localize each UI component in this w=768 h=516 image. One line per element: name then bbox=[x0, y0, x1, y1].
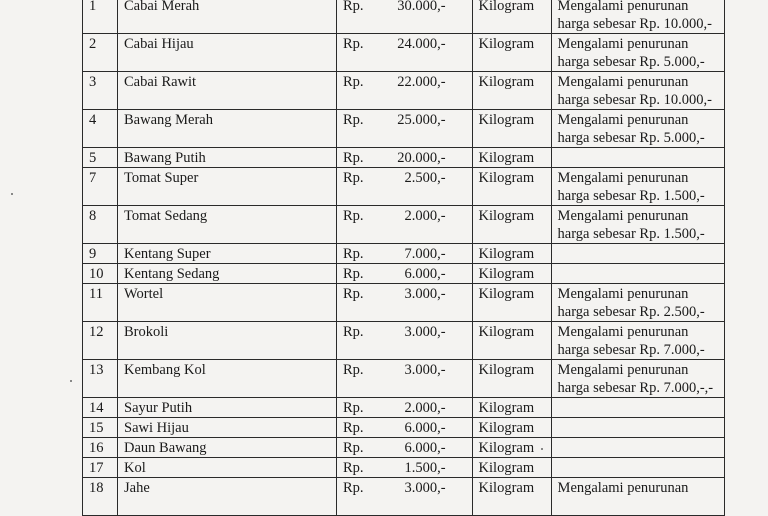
currency-label: Rp. bbox=[343, 480, 364, 496]
note-cell bbox=[551, 72, 724, 110]
item-name: Kentang Sedang bbox=[118, 264, 337, 284]
price-amount: 2.500,- bbox=[404, 170, 446, 186]
currency-label: Rp. bbox=[343, 112, 364, 128]
row-number: 10 bbox=[83, 264, 118, 284]
scan-speck bbox=[70, 380, 72, 382]
row-number: 18 bbox=[83, 478, 118, 516]
price-cell bbox=[337, 110, 452, 148]
price-cell bbox=[337, 478, 452, 516]
item-name: Kembang Kol bbox=[118, 360, 337, 398]
note-cell bbox=[551, 458, 724, 478]
row-number: 8 bbox=[83, 206, 118, 244]
price-amount: 3.000,- bbox=[404, 480, 446, 496]
row-number: 16 bbox=[83, 438, 118, 458]
item-name: Bawang Merah bbox=[118, 110, 337, 148]
price-cell bbox=[337, 244, 452, 264]
price-amount: 6.000,- bbox=[404, 266, 446, 282]
table-row bbox=[83, 438, 725, 458]
note-line-2: harga sebesar Rp. 5.000,- bbox=[557, 130, 705, 146]
note-line-1: Mengalami penurunan bbox=[557, 0, 689, 14]
currency-label: Rp. bbox=[343, 150, 364, 166]
price-cell bbox=[337, 284, 452, 322]
price-cell bbox=[337, 168, 452, 206]
price-cell bbox=[337, 398, 452, 418]
note-line-1: Mengalami penurunan bbox=[557, 362, 689, 378]
table-row bbox=[83, 458, 725, 478]
price-amount: 6.000,- bbox=[404, 420, 446, 436]
price-cell bbox=[337, 206, 452, 244]
commodity-price-table bbox=[82, 0, 725, 516]
currency-label: Rp. bbox=[343, 74, 364, 90]
row-number: 3 bbox=[83, 72, 118, 110]
note-line-2: harga sebesar Rp. 2.500,- bbox=[557, 304, 705, 320]
unit-cell: Kilogram bbox=[472, 458, 551, 478]
price-amount: 2.000,- bbox=[404, 400, 446, 416]
item-name: Wortel bbox=[118, 284, 337, 322]
unit-cell: Kilogram bbox=[472, 284, 551, 322]
note-line-1: Mengalami penurunan bbox=[557, 324, 689, 340]
table-row bbox=[83, 478, 725, 516]
item-name: Cabai Rawit bbox=[118, 72, 337, 110]
table-row bbox=[83, 168, 725, 206]
table-row bbox=[83, 360, 725, 398]
price-amount: 7.000,- bbox=[404, 246, 446, 262]
table-row bbox=[83, 398, 725, 418]
item-name: Tomat Super bbox=[118, 168, 337, 206]
unit-cell: Kilogram bbox=[472, 264, 551, 284]
note-cell bbox=[551, 418, 724, 438]
currency-label: Rp. bbox=[343, 36, 364, 52]
item-name: Bawang Putih bbox=[118, 148, 337, 168]
table-row bbox=[83, 284, 725, 322]
unit-cell: Kilogram bbox=[472, 322, 551, 360]
note-cell bbox=[551, 110, 724, 148]
price-amount: 2.000,- bbox=[404, 208, 446, 224]
currency-label: Rp. bbox=[343, 420, 364, 436]
note-cell bbox=[551, 0, 724, 34]
price-amount: 3.000,- bbox=[404, 362, 446, 378]
price-cell bbox=[337, 360, 452, 398]
row-number: 5 bbox=[83, 148, 118, 168]
currency-label: Rp. bbox=[343, 324, 364, 340]
note-line-1: Mengalami penurunan bbox=[557, 112, 689, 128]
table-row bbox=[83, 72, 725, 110]
unit-cell: Kilogram bbox=[472, 34, 551, 72]
table-row bbox=[83, 34, 725, 72]
currency-label: Rp. bbox=[343, 362, 364, 378]
row-number: 15 bbox=[83, 418, 118, 438]
currency-label: Rp. bbox=[343, 400, 364, 416]
item-name: Kentang Super bbox=[118, 244, 337, 264]
item-name: Brokoli bbox=[118, 322, 337, 360]
item-name: Cabai Merah bbox=[118, 0, 337, 34]
note-cell bbox=[551, 284, 724, 322]
note-cell bbox=[551, 438, 724, 458]
price-amount: 24.000,- bbox=[397, 36, 446, 52]
table-row bbox=[83, 418, 725, 438]
note-line-1: Mengalami penurunan bbox=[557, 286, 689, 302]
note-line-2: harga sebesar Rp. 1.500,- bbox=[557, 226, 705, 242]
scan-speck bbox=[11, 193, 13, 195]
currency-label: Rp. bbox=[343, 440, 364, 456]
unit-cell: Kilogram bbox=[472, 418, 551, 438]
item-name: Kol bbox=[118, 458, 337, 478]
price-cell bbox=[337, 264, 452, 284]
note-cell bbox=[551, 398, 724, 418]
note-line-2: harga sebesar Rp. 1.500,- bbox=[557, 188, 705, 204]
row-number: 13 bbox=[83, 360, 118, 398]
note-line-1: Mengalami penurunan bbox=[557, 36, 689, 52]
row-number: 4 bbox=[83, 110, 118, 148]
table-row bbox=[83, 110, 725, 148]
price-cell bbox=[337, 34, 452, 72]
price-amount: 20.000,- bbox=[397, 150, 446, 166]
row-number: 17 bbox=[83, 458, 118, 478]
item-name: Daun Bawang bbox=[118, 438, 337, 458]
price-cell bbox=[337, 322, 452, 360]
note-cell bbox=[551, 206, 724, 244]
price-table-body bbox=[83, 0, 725, 516]
row-number: 11 bbox=[83, 284, 118, 322]
note-line-2: harga sebesar Rp. 10.000,- bbox=[557, 16, 712, 32]
currency-label: Rp. bbox=[343, 170, 364, 186]
unit-cell: Kilogram bbox=[472, 148, 551, 168]
unit-cell: Kilogram bbox=[472, 110, 551, 148]
price-amount: 25.000,- bbox=[397, 112, 446, 128]
note-line-1: Mengalami penurunan bbox=[557, 74, 689, 90]
price-cell bbox=[337, 458, 452, 478]
table-row bbox=[83, 322, 725, 360]
note-cell bbox=[551, 168, 724, 206]
note-line-2: harga sebesar Rp. 10.000,- bbox=[557, 92, 712, 108]
note-cell bbox=[551, 34, 724, 72]
currency-label: Rp. bbox=[343, 460, 364, 476]
note-line-2: harga sebesar Rp. 7.000,-,- bbox=[557, 380, 714, 396]
unit-cell: Kilogram bbox=[472, 478, 551, 516]
currency-label: Rp. bbox=[343, 0, 364, 14]
table-row bbox=[83, 264, 725, 284]
price-cell bbox=[337, 72, 452, 110]
note-line-2: harga sebesar Rp. 5.000,- bbox=[557, 54, 705, 70]
price-amount: 6.000,- bbox=[404, 440, 446, 456]
item-name: Jahe bbox=[118, 478, 337, 516]
unit-cell: Kilogram bbox=[472, 244, 551, 264]
row-number: 9 bbox=[83, 244, 118, 264]
item-name: Tomat Sedang bbox=[118, 206, 337, 244]
table-row bbox=[83, 244, 725, 264]
unit-cell: Kilogram bbox=[472, 398, 551, 418]
note-line-1: Mengalami penurunan bbox=[557, 208, 689, 224]
row-number: 2 bbox=[83, 34, 118, 72]
unit-cell: Kilogram bbox=[472, 360, 551, 398]
table-row bbox=[83, 0, 725, 34]
note-line-1: Mengalami penurunan bbox=[557, 170, 689, 186]
row-number: 7 bbox=[83, 168, 118, 206]
price-cell bbox=[337, 0, 452, 34]
note-cell bbox=[551, 478, 724, 516]
price-amount: 3.000,- bbox=[404, 286, 446, 302]
item-name: Sawi Hijau bbox=[118, 418, 337, 438]
scan-speck bbox=[541, 448, 543, 450]
currency-label: Rp. bbox=[343, 286, 364, 302]
unit-cell: Kilogram bbox=[472, 72, 551, 110]
note-cell bbox=[551, 244, 724, 264]
row-number: 12 bbox=[83, 322, 118, 360]
table-row bbox=[83, 206, 725, 244]
unit-cell: Kilogram bbox=[472, 438, 551, 458]
note-cell bbox=[551, 360, 724, 398]
table-row bbox=[83, 148, 725, 168]
unit-cell: Kilogram bbox=[472, 168, 551, 206]
note-line-1: Mengalami penurunan bbox=[557, 480, 689, 496]
item-name: Sayur Putih bbox=[118, 398, 337, 418]
row-number: 1 bbox=[83, 0, 118, 34]
price-amount: 30.000,- bbox=[397, 0, 446, 14]
price-cell bbox=[337, 438, 452, 458]
price-amount: 3.000,- bbox=[404, 324, 446, 340]
note-cell bbox=[551, 264, 724, 284]
price-amount: 1.500,- bbox=[404, 460, 446, 476]
note-line-2: harga sebesar Rp. 7.000,- bbox=[557, 342, 705, 358]
row-number: 14 bbox=[83, 398, 118, 418]
currency-label: Rp. bbox=[343, 246, 364, 262]
note-cell bbox=[551, 148, 724, 168]
price-amount: 22.000,- bbox=[397, 74, 446, 90]
currency-label: Rp. bbox=[343, 266, 364, 282]
unit-cell: Kilogram bbox=[472, 0, 551, 34]
price-cell bbox=[337, 418, 452, 438]
unit-cell: Kilogram bbox=[472, 206, 551, 244]
note-cell bbox=[551, 322, 724, 360]
currency-label: Rp. bbox=[343, 208, 364, 224]
price-cell bbox=[337, 148, 452, 168]
item-name: Cabai Hijau bbox=[118, 34, 337, 72]
